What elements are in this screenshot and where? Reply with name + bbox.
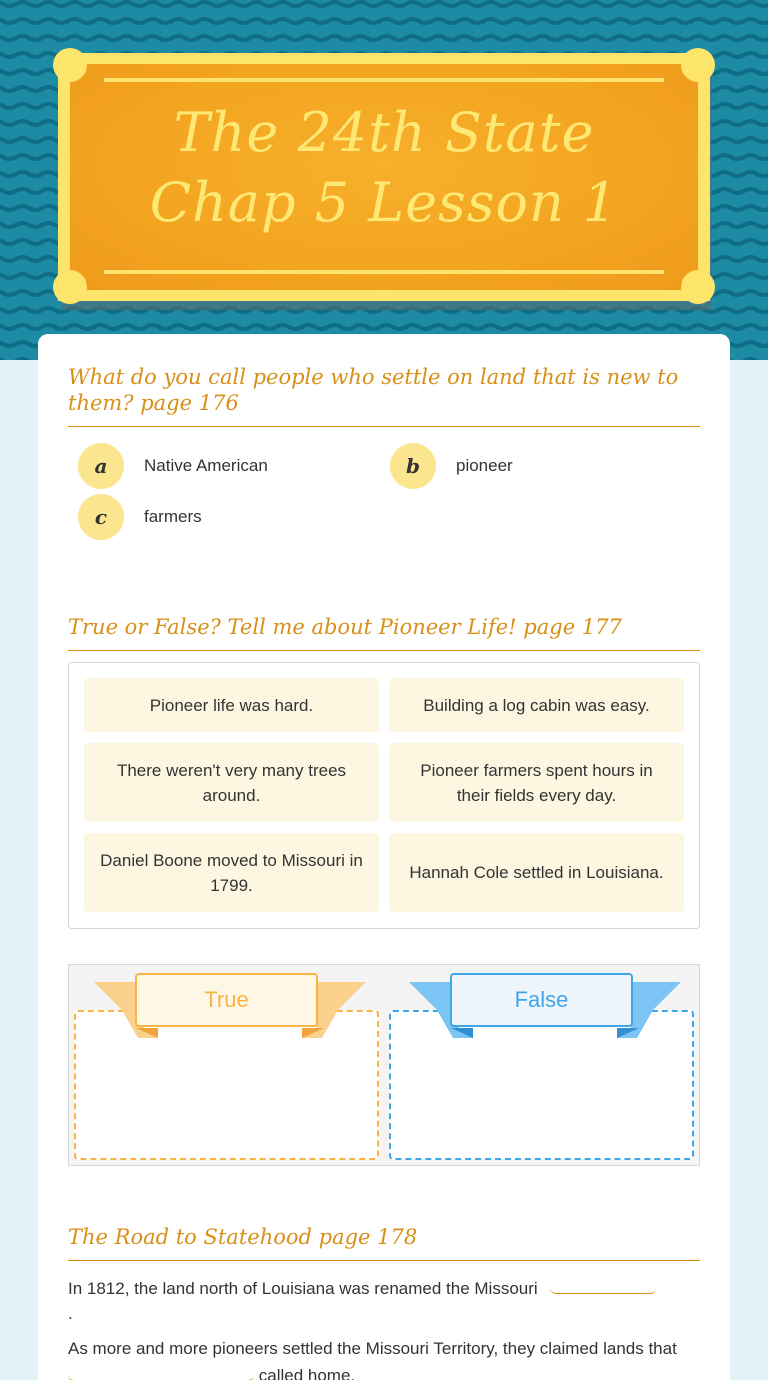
false-bin-label: False xyxy=(450,973,633,1027)
sort-item[interactable]: Hannah Cole settled in Louisiana. xyxy=(389,833,684,912)
question-3-heading: The Road to Statehood page 178 xyxy=(68,1224,700,1261)
option-a[interactable] xyxy=(78,443,268,489)
question-2-heading: True or False? Tell me about Pioneer Life! page 177 xyxy=(68,614,700,651)
sentence-text: In 1812, the land north of Louisiana was renamed the Missouri xyxy=(68,1279,538,1298)
option-text: pioneer xyxy=(456,456,513,475)
worksheet-title xyxy=(70,98,698,238)
sentence-text: called home. xyxy=(258,1366,356,1380)
true-bin-label: True xyxy=(135,973,318,1027)
banner-corner xyxy=(681,270,715,304)
option-letter-badge: b xyxy=(390,443,436,489)
banner-corner xyxy=(53,48,87,82)
banner-rule-top xyxy=(104,78,664,82)
sort-item[interactable]: Pioneer farmers spent hours in their fields every day. xyxy=(389,743,684,822)
blank-input-2[interactable] xyxy=(68,1361,254,1380)
sentence-text: . xyxy=(68,1304,73,1323)
option-c[interactable] xyxy=(78,494,202,540)
title-line-2: Chap 5 Lesson 1 xyxy=(149,171,619,234)
title-line-1: The 24th State xyxy=(173,101,595,164)
sort-item[interactable]: Pioneer life was hard. xyxy=(84,678,379,732)
banner-corner xyxy=(53,270,87,304)
blank-input-1[interactable] xyxy=(550,1274,656,1294)
option-letter-badge: c xyxy=(78,494,124,540)
option-text: Native American xyxy=(144,456,268,475)
fill-blank-sentence-1 xyxy=(68,1274,702,1326)
question-1-heading: What do you call people who settle on land that is new to them? page 176 xyxy=(68,364,700,427)
sort-item[interactable]: Building a log cabin was easy. xyxy=(389,678,684,732)
sort-item[interactable]: Daniel Boone moved to Missouri in 1799. xyxy=(84,833,379,912)
sort-item[interactable]: There weren't very many trees around. xyxy=(84,743,379,822)
banner-corner xyxy=(681,48,715,82)
option-letter-badge: a xyxy=(78,443,124,489)
option-b[interactable] xyxy=(390,443,513,489)
option-text: farmers xyxy=(144,507,202,526)
banner-rule-bottom xyxy=(104,270,664,274)
sentence-text: As more and more pioneers settled the Missouri Territory, they claimed lands that xyxy=(68,1339,677,1358)
fill-blank-sentence-2 xyxy=(68,1336,702,1380)
